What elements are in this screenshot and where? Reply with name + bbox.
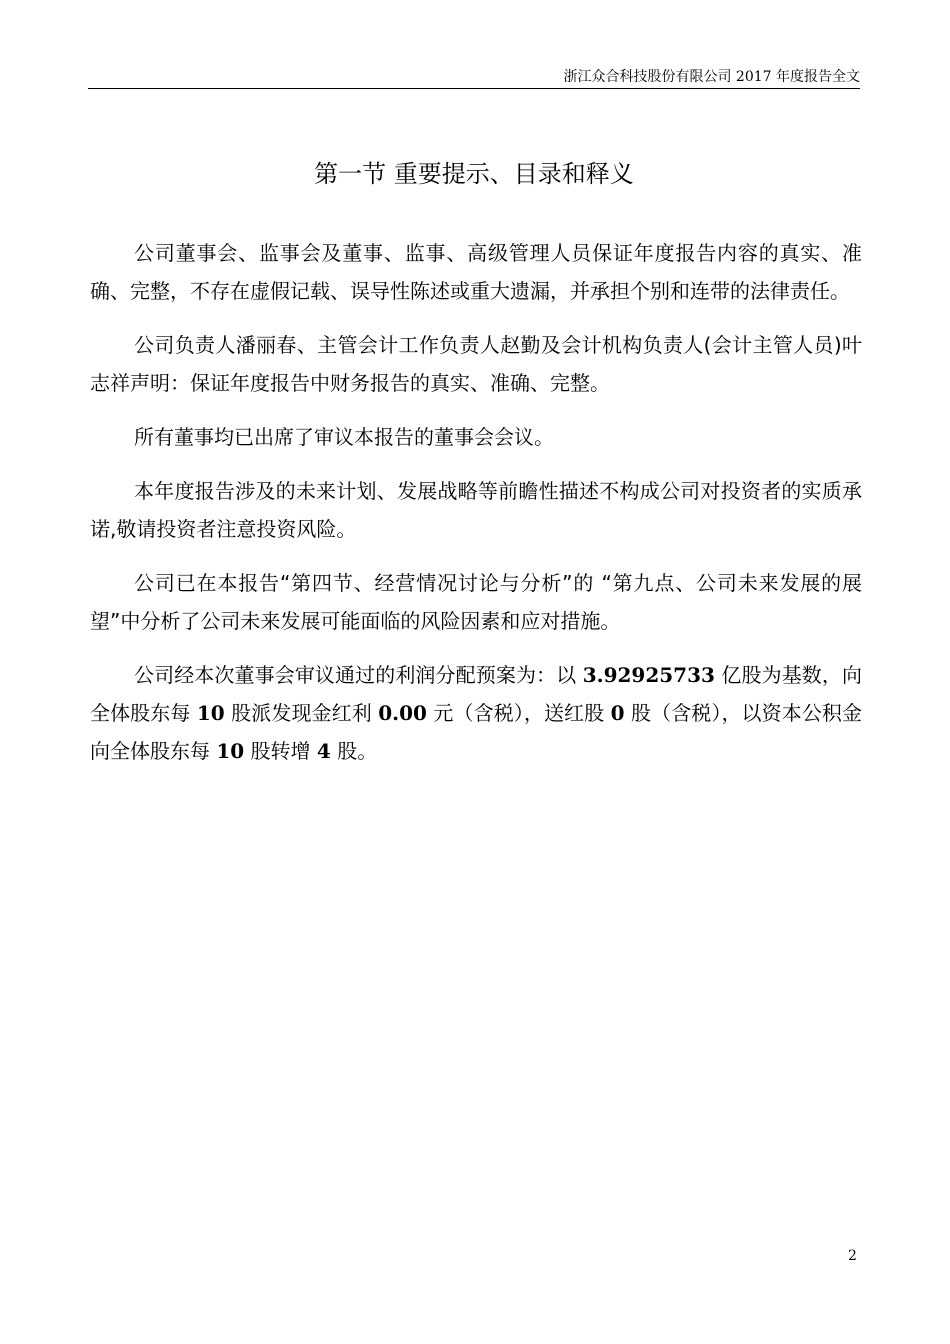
per-shares-number: 10 bbox=[196, 701, 225, 725]
paragraph-attendance: 所有董事均已出席了审议本报告的董事会会议。 bbox=[134, 425, 554, 449]
page-number: 2 bbox=[848, 1248, 857, 1264]
paragraph-board-guarantee: 公司董事会、监事会及董事、监事、高级管理人员保证年度报告内容的真实、准确、完整，不存在虚假记载、误导性陈述或重大遗漏，并承担个别和连带的法律责任。 bbox=[90, 241, 862, 303]
section-title: 第一节 重要提示、目录和释义 bbox=[314, 160, 634, 188]
capitalization-shares-number: 4 bbox=[316, 739, 331, 763]
text-segment: 股派发现金红利 bbox=[224, 701, 379, 725]
paragraph-responsible-persons: 公司负责人潘丽春、主管会计工作负责人赵勤及会计机构负责人(会计主管人员)叶志祥声明：保证年度报告中财务报告的真实、准确、完整。 bbox=[90, 333, 862, 395]
text-segment: 股转增 bbox=[244, 739, 317, 763]
text-segment: 股（含税），以资本公积金向全体股东每 bbox=[90, 701, 862, 763]
paragraph-risk-reference: 公司已在本报告“第四节、经营情况讨论与分析”的 “第九点、公司未来发展的展望”中分析了公司未来发展可能面临的风险因素和应对措施。 bbox=[90, 571, 862, 633]
share-base-number: 3.92925733 bbox=[582, 663, 715, 687]
text-segment: 股。 bbox=[330, 739, 378, 763]
text-segment: 公司经本次董事会审议通过的利润分配预案为：以 bbox=[134, 663, 583, 687]
per-shares-number-2: 10 bbox=[216, 739, 245, 763]
bonus-shares-number: 0 bbox=[610, 701, 625, 725]
paragraph-forward-looking: 本年度报告涉及的未来计划、发展战略等前瞻性描述不构成公司对投资者的实质承诺,敬请投资者注意投资风险。 bbox=[90, 479, 862, 541]
document-body bbox=[90, 234, 862, 786]
paragraph-profit-distribution bbox=[90, 656, 862, 770]
text-segment: 元（含税），送红股 bbox=[426, 701, 611, 725]
page-header bbox=[88, 60, 860, 89]
cash-dividend-number: 0.00 bbox=[378, 701, 427, 725]
header-title: 浙江众合科技股份有限公司 2017 年度报告全文 bbox=[563, 69, 860, 85]
text-segment: 亿股为基数，向全体股东每 bbox=[90, 663, 863, 725]
